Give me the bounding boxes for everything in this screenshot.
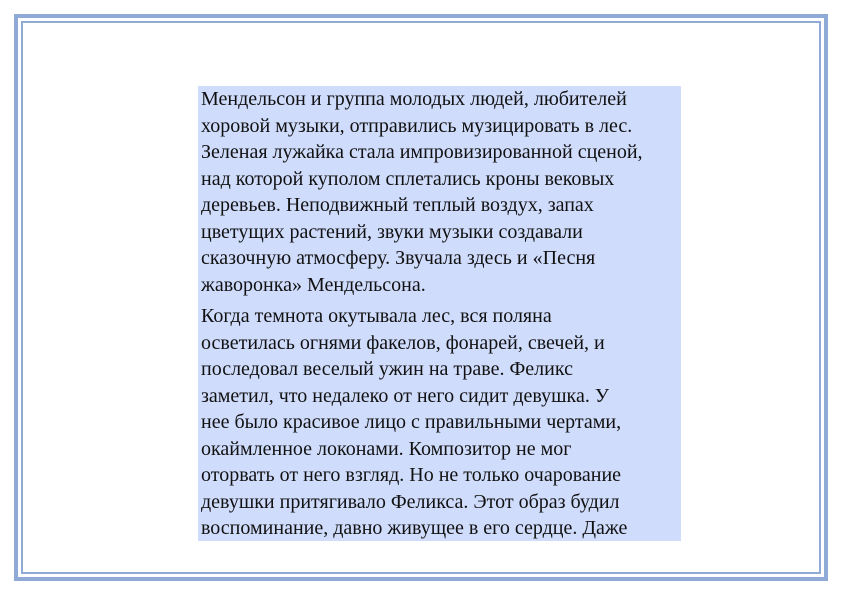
text-line: Когда темнота окутывала лес, вся поляна xyxy=(201,305,552,327)
text-line: сказочную атмосферу. Звучала здесь и «Песня xyxy=(201,247,596,269)
paragraph-1 xyxy=(201,86,679,298)
text-line: хоровой музыки, отправились музицировать в лес. xyxy=(201,114,633,137)
text-line: деревьев. Неподвижный теплый воздух, запах xyxy=(201,194,594,216)
text-line: девушки притягивало Феликса. Этот образ будил xyxy=(201,490,620,513)
text-line: последовал веселый ужин на траве. Феликс xyxy=(201,358,573,380)
text-line: воспоминание, давно живущее в его сердце. Даже xyxy=(201,517,628,539)
text-line: жаворонка» Мендельсона. xyxy=(201,273,426,296)
text-block xyxy=(198,86,681,541)
text-line: нее было красивое лицо с правильными чертами, xyxy=(201,411,622,433)
paragraph-2 xyxy=(201,303,679,541)
text-line: заметил, что недалеко от него сидит девушка. У xyxy=(201,384,609,407)
text-line: осветилась огнями факелов, фонарей, свечей, и xyxy=(201,331,605,354)
text-line: оторвать от него взгляд. Но не только очарование xyxy=(201,464,622,486)
text-line: Зеленая лужайка стала импровизированной сценой, xyxy=(201,141,643,163)
text-line: цветущих растений, звуки музыки создавали xyxy=(201,220,583,243)
text-line: над которой куполом сплетались кроны вековых xyxy=(201,167,615,190)
text-line: окаймленное локонами. Композитор не мог xyxy=(201,437,572,460)
text-line: Мендельсон и группа молодых людей, любителей xyxy=(201,88,627,110)
